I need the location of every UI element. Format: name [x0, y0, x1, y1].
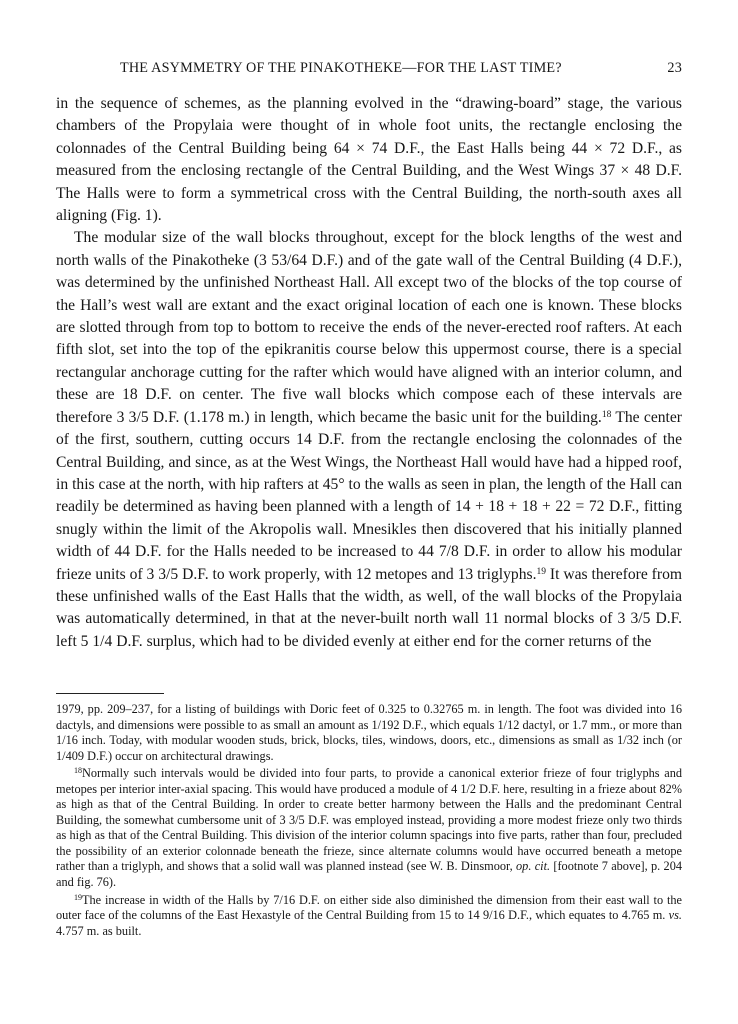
footnote-ref-18[interactable]: 18 — [601, 409, 612, 420]
paragraph-2 — [56, 227, 682, 653]
footnote-19 — [56, 893, 682, 940]
footnote-18-text-a: Normally such intervals would be divided into four parts, to provide a canonical exterior frieze of four triglyphs and metopes per interior inter-axial spacing. This would have produced a module of 4 1/2 D.F. here, resulting in a frieze about 82% as high as that of the Central Building. In order to create better harmony between the Halls and the predominant Central Building, the somewhat cumbersome unit of 3 3/5 D.F. was employed instead, providing a more modest frieze only two thirds as high as that of the Central Building. This division of the interior column spacings into five parts, rather than four, precluded the possibility of an exterior colonnade beneath the frieze, since alternate columns would have occurred beneath a metope rather than a triglyph, and shows that a solid wall was planned instead (see W. B. Dinsmoor, — [56, 766, 682, 874]
footnote-18 — [56, 766, 682, 890]
footnote-19-text-b: 4.757 m. as built. — [56, 923, 142, 938]
footnote-18-text-b: [footnote 7 above], p. 204 and fig. 76). — [56, 859, 682, 890]
paragraph-2-part-a: The modular size of the wall blocks throughout, except for the block lengths of the west and north walls of the Pinakotheke (3 53/64 D.F.) and of the gate wall of the Central Building (4 D.F.), was determined by the unfinished Northeast Hall. All except two of the blocks of the top course of the Hall’s west wall are extant and the exact original location of each one is known. These blocks are slotted through from top to bottom to receive the ends of the never-erected roof rafters. At each fifth slot, set into the top of the epikranitis course below this uppermost course, there is a special rectangular anchorage cutting for the rafter which would have aligned with an interior column, and these are 18 D.F. on center. The five wall blocks which compose each of these intervals are therefore 3 3/5 D.F. (1.178 m.) in length, which became the basic unit for the building. — [56, 229, 682, 426]
paragraph-1: in the sequence of schemes, as the planning evolved in the “drawing-board” stage, the various chambers of the Propylaia were thought of in whole foot units, the rectangle enclosing the colonnades of the Central Building being 64 × 74 D.F., the East Halls being 44 × 72 D.F., as measured from the enclosing rectangle of the Central Building, and the West Wings 37 × 48 D.F. The Halls were to form a symmetrical cross with the Central Building, the north-south axes all aligning (Fig. 1). — [56, 95, 682, 225]
main-text — [56, 93, 682, 653]
footnote-18-op-cit: op. cit. — [516, 859, 551, 874]
footnote-divider — [56, 693, 164, 694]
footnote-19-vs: vs. — [668, 908, 682, 923]
footnotes — [56, 702, 682, 939]
running-title: THE ASYMMETRY OF THE PINAKOTHEKE—FOR THE LAST TIME? — [120, 60, 562, 76]
page-number: 23 — [667, 60, 682, 76]
paragraph-2-part-b: The center of the first, southern, cutting occurs 14 D.F. from the rectangle enclosing the colonnades of the Central Building, and since, as at the West Wings, the Northeast Hall would have had a hipped roof, in this case at the north, with hip rafters at 45° to the walls as seen in plan, the length of the Hall can readily be determined as having been planned with a length of 14 + 18 + 18 + 22 = 72 D.F., fitting snugly within the limit of the Akropolis wall. Mnesikles then discovered that his initially planned width of 44 D.F. for the Halls needed to be increased to 44 7/8 D.F. in order to allow his modular frieze units of 3 3/5 D.F. to work properly, with 12 metopes and 13 triglyphs. — [56, 408, 682, 583]
footnote-continued: 1979, pp. 209–237, for a listing of buildings with Doric feet of 0.325 to 0.32765 m. in length. The foot was divided into 16 dactyls, and dimensions were possible to as small an amount as 1/192 D.F., which equals 1/12 dactyl, or 1.7 mm., or more than 1/16 inch. Today, with modular wooden studs, brick, blocks, tiles, windows, doors, etc., dimensions as small as 1/32 inch (or 1/409 D.F.) occur on architectural drawings. — [56, 702, 682, 763]
footnote-19-number: 19 — [74, 892, 82, 902]
footnote-18-number: 18 — [74, 766, 82, 776]
footnote-19-text-a: The increase in width of the Halls by 7/16 D.F. on either side also diminished the dimension from their east wall to the outer face of the columns of the East Hexastyle of the Central Building from 15 to 14 9/16 D.F., which equates to 4.765 m. — [56, 892, 682, 923]
paragraph-2-part-c: It was therefore from these unfinished walls of the East Halls that the width, as well, of the wall blocks of the Propylaia was automatically determined, in that at the never-built north wall 11 normal blocks of 3 3/5 D.F. left 5 1/4 D.F. surplus, which had to be divided evenly at either end for the corner returns of the — [56, 565, 682, 650]
footnote-ref-19[interactable]: 19 — [536, 566, 546, 577]
running-header — [56, 60, 682, 80]
